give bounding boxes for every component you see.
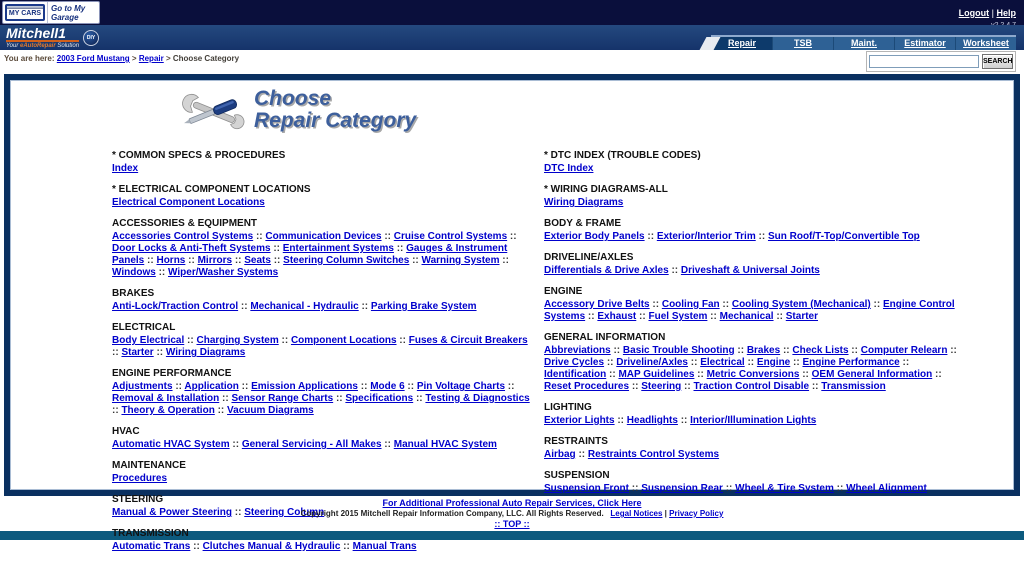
category-link[interactable]: Engine Control Systems: [544, 299, 955, 322]
link-separator: ::: [396, 335, 409, 346]
category-links: [544, 415, 969, 427]
link-separator: ::: [253, 231, 266, 242]
logo-title: Mitchell1: [6, 26, 79, 42]
category-heading: STEERING: [112, 494, 164, 505]
category-link[interactable]: Headlights: [626, 415, 678, 426]
search-box: [866, 51, 1016, 72]
breadcrumb-prefix: You are here:: [4, 54, 55, 63]
category-link[interactable]: Wiper/Washer Systems: [168, 267, 279, 278]
category-link[interactable]: Testing & Diagnostics: [425, 393, 530, 404]
link-separator: ::: [681, 381, 694, 392]
category-link[interactable]: Steering Column: [244, 507, 325, 518]
category-links: [544, 483, 969, 495]
category-link[interactable]: Suspension Rear: [641, 483, 723, 494]
link-separator: ::: [238, 301, 251, 312]
link-separator: ::: [809, 381, 822, 392]
category-link[interactable]: Adjustments: [112, 381, 173, 392]
link-separator: ::: [644, 231, 657, 242]
category-link[interactable]: Traction Control Disable: [693, 381, 810, 392]
category-section: [112, 322, 530, 359]
category-links: [112, 541, 530, 553]
link-separator: ::: [799, 369, 812, 380]
category-heading: * COMMON SPECS & PROCEDURES: [112, 150, 286, 161]
link-separator: ::: [677, 415, 691, 426]
category-link[interactable]: Manual & Power Steering: [112, 507, 233, 518]
category-link[interactable]: Sun Roof/T-Top/Convertible Top: [767, 231, 920, 242]
category-link[interactable]: Exterior/Interior Trim: [656, 231, 756, 242]
category-links: [544, 449, 969, 461]
link-separator: ::: [413, 393, 426, 404]
top-bar: [0, 0, 1024, 25]
link-separator: ::: [153, 347, 166, 358]
category-link[interactable]: Abbreviations: [544, 345, 611, 356]
category-link[interactable]: Emission Applications: [251, 381, 358, 392]
breadcrumb-current: Choose Category: [172, 54, 240, 63]
category-section: [544, 286, 969, 323]
link-separator: ::: [232, 507, 245, 518]
category-heading: ELECTRICAL: [112, 322, 176, 333]
page-title: Choose Repair Category: [254, 87, 417, 132]
footer-promo-link[interactable]: For Additional Professional Auto Repair Services, Click Here: [382, 498, 642, 508]
link-separator: ::: [614, 415, 627, 426]
link-separator: ::: [185, 255, 198, 266]
link-separator: ::: [610, 345, 623, 356]
link-separator: ::: [507, 231, 517, 242]
category-link[interactable]: Metric Conversions: [706, 369, 800, 380]
category-link[interactable]: Driveshaft & Universal Joints: [680, 265, 820, 276]
link-separator: ::: [707, 311, 720, 322]
link-separator: ::: [278, 335, 291, 346]
category-links: [544, 345, 969, 393]
diy-badge: DIY: [83, 30, 99, 46]
category-section: [112, 426, 530, 451]
category-link[interactable]: Procedures: [112, 473, 168, 484]
my-cars-label: MY CARS: [8, 10, 42, 17]
category-link[interactable]: Manual HVAC System: [393, 439, 497, 450]
go-to-my-garage-button[interactable]: Go to My Garage: [47, 2, 99, 23]
link-separator: ::: [932, 369, 942, 380]
category-link[interactable]: Engine: [756, 357, 791, 368]
utility-row: [0, 50, 1024, 73]
category-links: [112, 231, 530, 279]
category-section: [544, 150, 969, 175]
category-link[interactable]: Clutches Manual & Hydraulic: [202, 541, 341, 552]
category-link[interactable]: Brakes: [746, 345, 781, 356]
category-link[interactable]: Pin Voltage Charts: [416, 381, 506, 392]
link-separator: ::: [585, 311, 598, 322]
category-link[interactable]: Fuses & Circuit Breakers: [408, 335, 528, 346]
category-section: [112, 460, 530, 485]
category-heading: BRAKES: [112, 288, 155, 299]
category-link[interactable]: Wheel Alignment: [846, 483, 927, 494]
category-heading: ENGINE PERFORMANCE: [112, 368, 232, 379]
category-link[interactable]: Seats: [244, 255, 271, 266]
category-link[interactable]: Reset Procedures: [544, 381, 630, 392]
link-separator: ::: [155, 267, 169, 278]
category-links: [544, 299, 969, 323]
category-link[interactable]: Airbag: [544, 449, 576, 460]
category-link[interactable]: Vacuum Diagrams: [227, 405, 314, 416]
category-links: [112, 381, 530, 417]
link-separator: ::: [744, 357, 757, 368]
category-section: [112, 288, 530, 313]
category-heading: LIGHTING: [544, 402, 592, 413]
link-separator: ::: [190, 541, 203, 552]
footer-divider: |: [664, 509, 667, 518]
category-heading: ACCESSORIES & EQUIPMENT: [112, 218, 258, 229]
link-separator: ::: [358, 301, 371, 312]
link-separator: ::: [629, 483, 642, 494]
my-cars-button[interactable]: [5, 4, 45, 21]
link-separator: ::: [214, 405, 228, 416]
category-link[interactable]: Cooling Fan: [661, 299, 720, 310]
category-link[interactable]: Fuel System: [648, 311, 708, 322]
category-link[interactable]: Wiring Diagrams: [165, 347, 246, 358]
link-separator: ::: [773, 311, 786, 322]
tab-maint[interactable]: Maint.: [833, 37, 894, 50]
top-link[interactable]: :: TOP ::: [494, 519, 530, 529]
category-link[interactable]: Mirrors: [197, 255, 233, 266]
category-link[interactable]: Exterior Body Panels: [544, 231, 645, 242]
crossed-tools-icon: [182, 88, 244, 136]
link-separator: ::: [333, 393, 346, 404]
category-link[interactable]: Horns: [156, 255, 186, 266]
category-links: [112, 335, 530, 359]
category-section: [112, 184, 530, 209]
tab-bar-wrap: [703, 35, 1016, 50]
category-section: [112, 150, 530, 175]
category-section: [544, 402, 969, 427]
category-heading: GENERAL INFORMATION: [544, 332, 666, 343]
link-separator: ::: [112, 405, 122, 416]
category-link[interactable]: Check Lists: [792, 345, 849, 356]
link-separator: ::: [694, 369, 707, 380]
category-heading: TRANSMISSION: [112, 528, 189, 539]
category-link[interactable]: Steering Column Switches: [283, 255, 410, 266]
privacy-policy-link[interactable]: Privacy Policy: [669, 509, 724, 518]
category-link[interactable]: Mode 6: [370, 381, 405, 392]
link-separator: ::: [575, 449, 588, 460]
category-heading: * DTC INDEX (TROUBLE CODES): [544, 150, 701, 161]
breadcrumb-link-vehicle[interactable]: 2003 Ford Mustang: [56, 54, 130, 63]
link-separator: ::: [848, 345, 861, 356]
category-link[interactable]: Electrical: [700, 357, 745, 368]
category-link[interactable]: Cooling System (Mechanical): [731, 299, 871, 310]
category-link[interactable]: Body Electrical: [112, 335, 185, 346]
category-link[interactable]: DTC Index: [544, 163, 594, 174]
tab-repair[interactable]: Repair: [711, 37, 772, 50]
link-separator: ::: [734, 345, 747, 356]
category-heading: * ELECTRICAL COMPONENT LOCATIONS: [112, 184, 311, 195]
link-separator: ::: [172, 381, 185, 392]
breadcrumb-link-repair[interactable]: Repair: [138, 54, 164, 63]
category-section: [544, 470, 969, 495]
logout-link[interactable]: Logout: [958, 8, 990, 18]
link-separator: ::: [755, 231, 768, 242]
category-link[interactable]: Cruise Control Systems: [393, 231, 508, 242]
search-input[interactable]: [869, 55, 979, 68]
link-separator: ::: [649, 299, 662, 310]
tab-estimator[interactable]: Estimator: [894, 37, 955, 50]
tab-tsb[interactable]: TSB: [772, 37, 833, 50]
link-separator: ::: [232, 255, 245, 266]
category-link[interactable]: Application: [184, 381, 239, 392]
link-separator: ::: [606, 369, 619, 380]
category-link[interactable]: Removal & Installation: [112, 393, 220, 404]
category-link[interactable]: Computer Relearn: [860, 345, 948, 356]
link-separator: ::: [833, 483, 847, 494]
category-link[interactable]: Differentials & Drive Axles: [544, 265, 669, 276]
garage-button-group: [2, 1, 100, 24]
legal-notices-link[interactable]: Legal Notices: [610, 509, 663, 518]
footer-copyright: Copyright 2015 Mitchell Repair Information Company, LLC. All Rights Reserved. Legal Notices | Privacy Policy: [300, 509, 724, 518]
category-link[interactable]: Theory & Operation: [121, 405, 215, 416]
category-links: [112, 163, 530, 175]
category-link[interactable]: Manual Trans: [352, 541, 417, 552]
category-link[interactable]: Wiring Diagrams: [544, 197, 624, 208]
category-link[interactable]: Warning System: [421, 255, 500, 266]
category-link[interactable]: Gauges & Instrument Panels: [112, 243, 508, 266]
category-heading: SUSPENSION: [544, 470, 610, 481]
link-separator: ::: [668, 265, 681, 276]
category-link[interactable]: Engine Performance: [802, 357, 900, 368]
tab-bar: [711, 35, 1016, 50]
category-link[interactable]: Mechanical - Hydraulic: [250, 301, 359, 312]
link-separator: ::: [719, 299, 732, 310]
session-divider: |: [989, 8, 997, 18]
category-link[interactable]: Basic Trouble Shooting: [622, 345, 735, 356]
category-link[interactable]: Drive Cycles: [544, 357, 605, 368]
category-link[interactable]: Accessory Drive Belts: [544, 299, 650, 310]
category-link[interactable]: Accessories Control Systems: [112, 231, 254, 242]
link-separator: ::: [144, 255, 157, 266]
category-link[interactable]: Windows: [112, 267, 156, 278]
category-link[interactable]: Starter: [785, 311, 819, 322]
link-separator: ::: [381, 439, 394, 450]
link-separator: ::: [270, 243, 283, 254]
link-separator: ::: [404, 381, 417, 392]
page-header: [10, 80, 1014, 142]
category-link[interactable]: Communication Devices: [265, 231, 382, 242]
category-link[interactable]: OEM General Information: [811, 369, 933, 380]
link-separator: ::: [780, 345, 793, 356]
link-separator: ::: [499, 255, 509, 266]
link-separator: ::: [184, 335, 197, 346]
link-separator: ::: [381, 231, 394, 242]
category-links: [112, 197, 530, 209]
link-separator: ::: [112, 347, 122, 358]
category-heading: MAINTENANCE: [112, 460, 186, 471]
link-separator: ::: [393, 243, 407, 254]
category-link[interactable]: Exhaust: [597, 311, 637, 322]
category-links: [544, 231, 969, 243]
link-separator: ::: [357, 381, 371, 392]
link-separator: ::: [722, 483, 736, 494]
category-link[interactable]: Anti-Lock/Traction Control: [112, 301, 239, 312]
category-link[interactable]: Charging System: [196, 335, 279, 346]
category-link[interactable]: Exterior Lights: [544, 415, 615, 426]
link-separator: ::: [629, 381, 642, 392]
category-links: [544, 197, 969, 209]
category-heading: ENGINE: [544, 286, 583, 297]
category-heading: DRIVELINE/AXLES: [544, 252, 634, 263]
category-links: [544, 163, 969, 175]
category-link[interactable]: Component Locations: [290, 335, 397, 346]
link-separator: ::: [636, 311, 649, 322]
category-section: [544, 332, 969, 393]
category-heading: BODY & FRAME: [544, 218, 622, 229]
category-link[interactable]: General Servicing - All Makes: [241, 439, 382, 450]
category-heading: HVAC: [112, 426, 140, 437]
category-link[interactable]: Steering: [641, 381, 682, 392]
category-section: [544, 252, 969, 277]
category-link[interactable]: Specifications: [345, 393, 414, 404]
mitchell1-logo: [6, 26, 99, 50]
category-link[interactable]: Wheel & Tire System: [735, 483, 834, 494]
category-section: [112, 218, 530, 279]
breadcrumb: [4, 54, 239, 63]
category-heading: * WIRING DIAGRAMS-ALL: [544, 184, 668, 195]
link-separator: ::: [219, 393, 232, 404]
category-link[interactable]: Suspension Front: [544, 483, 629, 494]
link-separator: ::: [870, 299, 883, 310]
link-separator: ::: [229, 439, 242, 450]
category-links: [112, 473, 530, 485]
category-link[interactable]: Identification: [544, 369, 607, 380]
category-link[interactable]: Transmission: [821, 381, 886, 392]
breadcrumb-separator: >: [131, 54, 137, 63]
link-separator: ::: [505, 381, 515, 392]
category-link[interactable]: Sensor Range Charts: [231, 393, 334, 404]
link-separator: ::: [947, 345, 957, 356]
breadcrumb-separator: >: [165, 54, 171, 63]
category-links: [112, 301, 530, 313]
link-separator: ::: [270, 255, 284, 266]
category-section: [544, 218, 969, 243]
category-link[interactable]: MAP Guidelines: [618, 369, 695, 380]
link-separator: ::: [604, 357, 617, 368]
category-link[interactable]: Automatic HVAC System: [112, 439, 230, 450]
link-separator: ::: [238, 381, 252, 392]
category-link[interactable]: Door Locks & Anti-Theft Systems: [112, 243, 271, 254]
logo-tagline: Your eAutoRepair Solution: [6, 43, 80, 49]
category-link[interactable]: Electrical Component Locations: [112, 197, 265, 208]
category-section: [544, 184, 969, 209]
category-section: [112, 528, 530, 553]
category-links: [544, 265, 969, 277]
category-link[interactable]: Starter: [121, 347, 154, 358]
category-heading: RESTRAINTS: [544, 436, 608, 447]
link-separator: ::: [409, 255, 422, 266]
link-separator: ::: [899, 357, 910, 368]
link-separator: ::: [687, 357, 701, 368]
category-section: [112, 368, 530, 417]
nav-bar: [0, 25, 1024, 50]
link-separator: ::: [790, 357, 803, 368]
category-links: [112, 439, 530, 451]
link-separator: ::: [340, 541, 353, 552]
category-section: [544, 436, 969, 461]
category-link[interactable]: Interior/Illumination Lights: [690, 415, 817, 426]
category-link[interactable]: Automatic Trans: [112, 541, 191, 552]
search-button[interactable]: SEARCH: [982, 54, 1013, 69]
category-link[interactable]: Parking Brake System: [370, 301, 477, 312]
category-link[interactable]: Driveline/Axles: [616, 357, 688, 368]
tab-worksheet[interactable]: Worksheet: [955, 37, 1016, 50]
help-link[interactable]: Help: [996, 8, 1016, 18]
category-link[interactable]: Entertainment Systems: [282, 243, 394, 254]
category-link[interactable]: Index: [112, 163, 139, 174]
category-link[interactable]: Mechanical: [719, 311, 774, 322]
category-link[interactable]: Restraints Control Systems: [587, 449, 720, 460]
